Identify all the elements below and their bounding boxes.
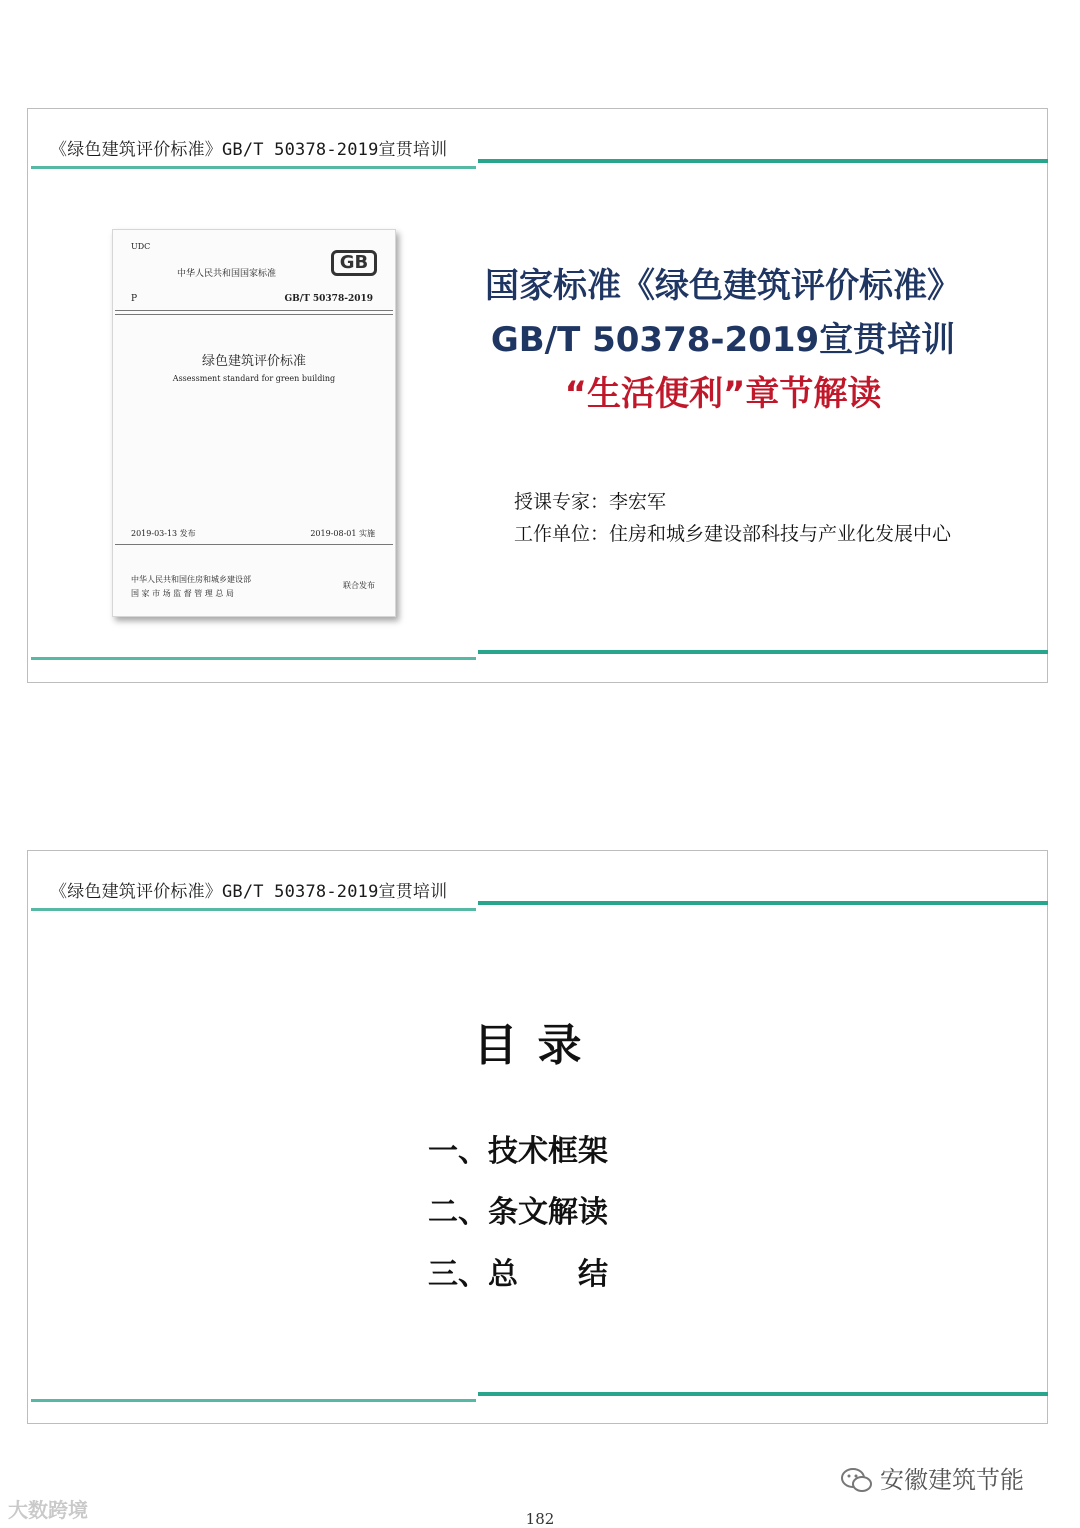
header-rule-right	[478, 159, 1048, 163]
cover-publisher2: 国 家 市 场 监 督 管 理 总 局	[131, 589, 234, 598]
footer-rule-left	[31, 1399, 476, 1402]
cover-udc: UDC	[131, 242, 151, 251]
page-number: 182	[525, 1510, 555, 1528]
cover-divider-top2	[115, 314, 393, 315]
unit-line: 工作单位：住房和城乡建设部科技与产业化发展中心	[514, 523, 952, 545]
cover-divider-bottom	[115, 544, 393, 545]
title-line-3: “生活便利”章节解读	[564, 374, 882, 414]
cover-title-cn: 绿色建筑评价标准	[201, 354, 306, 369]
toc-title: 目录	[473, 1020, 602, 1071]
watermark-left: 大数跨境	[8, 1498, 88, 1522]
cover-divider-top	[115, 310, 393, 311]
cover-p: P	[131, 294, 138, 304]
watermark-right-text: 安徽建筑节能	[880, 1466, 1024, 1494]
wechat-icon	[840, 1466, 874, 1496]
slide-header-text: 《绿色建筑评价标准》GB/T 50378-2019宣贯培训	[50, 140, 448, 160]
slide-cover	[27, 108, 1048, 683]
cover-org: 中华人民共和国国家标准	[177, 269, 277, 279]
cover-joint: 联合发布	[343, 581, 375, 590]
cover-title-en: Assessment standard for green building	[172, 374, 336, 383]
cover-implemented: 2019-08-01 实施	[310, 529, 375, 538]
expert-line: 授课专家：李宏军	[514, 491, 667, 513]
toc-item-1: 一、技术框架	[428, 1134, 608, 1169]
gb-logo-icon: GB	[331, 250, 377, 276]
header-rule-left	[31, 908, 476, 911]
footer-rule-left	[31, 657, 476, 660]
toc-item-3: 三、总 结	[428, 1257, 608, 1292]
title-line-1: 国家标准《绿色建筑评价标准》	[485, 266, 961, 306]
slide-toc	[27, 850, 1048, 1424]
toc-item-2: 二、条文解读	[428, 1195, 608, 1230]
title-line-2: GB/T 50378-2019宣贯培训	[490, 320, 956, 360]
footer-rule-right	[478, 650, 1048, 654]
slide-header-text: 《绿色建筑评价标准》GB/T 50378-2019宣贯培训	[50, 882, 448, 902]
watermark-right	[840, 1460, 1024, 1496]
header-rule-right	[478, 901, 1048, 905]
cover-code: GB/T 50378-2019	[284, 294, 373, 304]
cover-issued: 2019-03-13 发布	[131, 529, 196, 538]
standard-cover-image	[112, 229, 396, 617]
header-rule-left	[31, 166, 476, 169]
title-block	[438, 259, 1008, 421]
footer-rule-right	[478, 1392, 1048, 1396]
cover-publisher1: 中华人民共和国住房和城乡建设部	[131, 575, 251, 584]
